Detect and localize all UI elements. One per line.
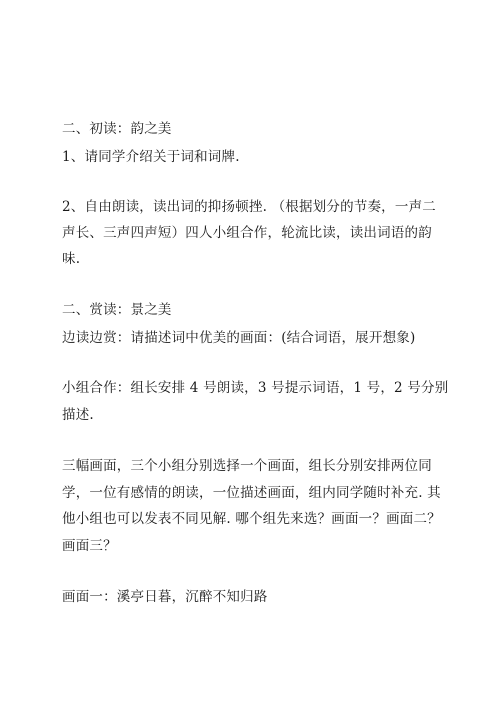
paragraph-line: 学，一位有感情的朗读，一位描述画面，组内同学随时补充. 其 xyxy=(62,485,441,501)
paragraph-line: 声长、三声四声短）四人小组合作，轮流比读，读出词语的韵 xyxy=(62,225,432,241)
paragraph-line: 三幅画面，三个小组分别选择一个画面，组长分别安排两位同 xyxy=(62,458,432,474)
paragraph-line: 画面一：溪亭日暮，沉醉不知归路 xyxy=(62,589,268,605)
paragraph-line: 2、自由朗读，读出词的抑扬顿挫. （根据划分的节奏，一声二 xyxy=(62,199,436,215)
paragraph-line: 画面三？ xyxy=(62,538,117,554)
paragraph-line: 味. xyxy=(62,251,81,267)
paragraph-line: 边读边赏：请描述词中优美的画面：(结合词语，展开想象) xyxy=(62,330,416,346)
paragraph-line: 小组合作：组长安排 4 号朗读，3 号提示词语，1 号，2 号分别 xyxy=(62,380,449,396)
section-heading-appreciation: 二、赏读：景之美 xyxy=(62,302,172,318)
paragraph-line: 1、请同学介绍关于词和词牌. xyxy=(62,149,240,165)
paragraph-line: 描述. xyxy=(62,407,94,423)
paragraph-line: 他小组也可以发表不同见解. 哪个组先来选？画面一？画面二？ xyxy=(62,511,441,527)
section-heading-first-reading: 二、初读：韵之美 xyxy=(62,121,172,137)
